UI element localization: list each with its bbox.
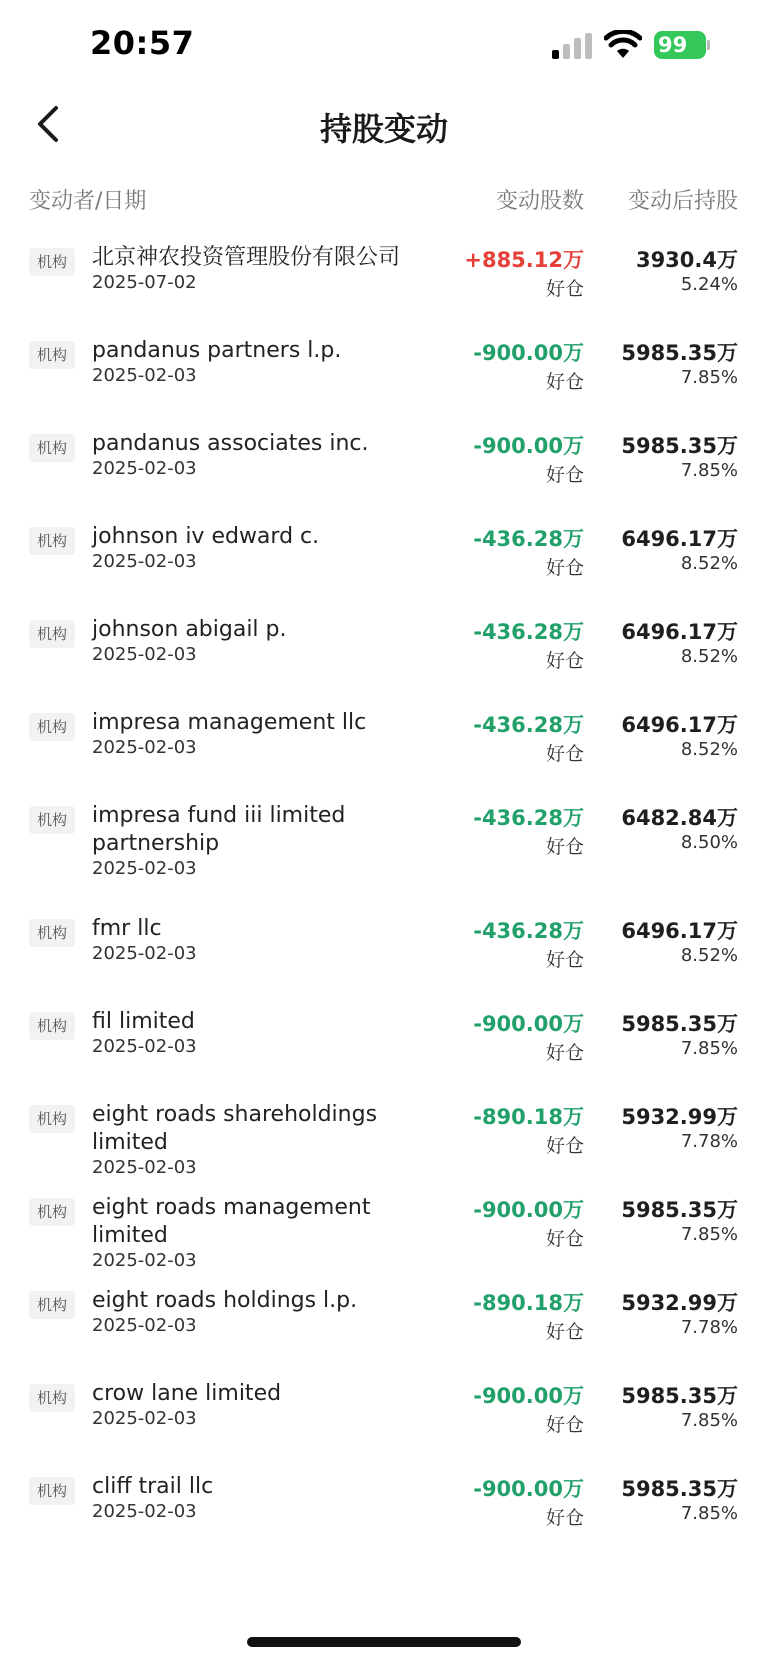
holder-name: cliff trail llc <box>92 1474 214 1499</box>
holder-type-badge: 机构 <box>29 1291 75 1319</box>
shares-after-change: 6496.17万 <box>621 527 738 551</box>
holder-type-badge: 机构 <box>29 1105 75 1133</box>
change-date: 2025-02-03 <box>92 1157 197 1178</box>
holder-type-badge: 机构 <box>29 1384 75 1412</box>
shares-after-change: 6496.17万 <box>621 919 738 943</box>
shares-after-change: 6482.84万 <box>621 806 738 830</box>
holder-type-badge: 机构 <box>29 434 75 462</box>
holder-type-badge: 机构 <box>29 527 75 555</box>
change-date: 2025-02-03 <box>92 644 197 665</box>
holder-name: eight roads management limited <box>92 1195 371 1248</box>
position-type: 好仓 <box>545 836 584 858</box>
change-date: 2025-02-03 <box>92 551 197 572</box>
cellular-signal-icon <box>552 33 594 59</box>
shares-after-change: 5985.35万 <box>621 434 738 458</box>
holder-name: eight roads shareholdings limited <box>92 1102 378 1155</box>
holding-ratio: 5.24% <box>680 274 738 295</box>
holding-ratio: 8.52% <box>680 553 738 574</box>
holder-name: pandanus associates inc. <box>92 431 369 456</box>
change-amount: -436.28万 <box>473 806 584 830</box>
table-row[interactable] <box>0 416 768 509</box>
holding-ratio: 7.85% <box>680 1038 738 1059</box>
change-amount: -900.00万 <box>473 1198 584 1222</box>
position-type: 好仓 <box>545 1414 584 1436</box>
position-type: 好仓 <box>545 557 584 579</box>
holder-type-badge: 机构 <box>29 1198 75 1226</box>
table-row[interactable] <box>0 509 768 602</box>
shares-after-change: 5985.35万 <box>621 1384 738 1408</box>
change-date: 2025-02-03 <box>92 1036 197 1057</box>
change-amount: -890.18万 <box>473 1105 584 1129</box>
change-date: 2025-02-03 <box>92 737 197 758</box>
table-row[interactable] <box>0 602 768 695</box>
change-date: 2025-02-03 <box>92 1501 197 1522</box>
shares-after-change: 5985.35万 <box>621 1477 738 1501</box>
table-row[interactable] <box>0 1459 768 1552</box>
shares-after-change: 5932.99万 <box>621 1105 738 1129</box>
table-row[interactable] <box>0 1366 768 1459</box>
home-indicator <box>247 1637 521 1647</box>
position-type: 好仓 <box>545 1507 584 1529</box>
holder-type-badge: 机构 <box>29 620 75 648</box>
position-type: 好仓 <box>545 1228 584 1250</box>
shares-after-change: 6496.17万 <box>621 620 738 644</box>
shares-after-change: 5985.35万 <box>621 341 738 365</box>
page-title: 持股变动 <box>319 110 448 148</box>
change-date: 2025-02-03 <box>92 943 197 964</box>
change-amount: -900.00万 <box>473 434 584 458</box>
holding-ratio: 7.85% <box>680 367 738 388</box>
change-amount: -900.00万 <box>473 1384 584 1408</box>
status-time: 20:57 <box>90 24 195 62</box>
shares-after-change: 5932.99万 <box>621 1291 738 1315</box>
holding-ratio: 7.78% <box>680 1131 738 1152</box>
change-amount: +885.12万 <box>464 248 584 272</box>
change-date: 2025-02-03 <box>92 458 197 479</box>
position-type: 好仓 <box>545 1042 584 1064</box>
holder-name: pandanus partners l.p. <box>92 338 342 363</box>
holder-type-badge: 机构 <box>29 806 75 834</box>
shares-after-change: 5985.35万 <box>621 1198 738 1222</box>
status-bar <box>0 0 768 92</box>
wifi-icon <box>604 30 642 60</box>
change-amount: -900.00万 <box>473 1477 584 1501</box>
position-type: 好仓 <box>545 1321 584 1343</box>
position-type: 好仓 <box>545 650 584 672</box>
table-row[interactable] <box>0 230 768 323</box>
position-type: 好仓 <box>545 743 584 765</box>
holder-name: crow lane limited <box>92 1381 282 1406</box>
change-amount: -900.00万 <box>473 1012 584 1036</box>
change-date: 2025-02-03 <box>92 1315 197 1336</box>
change-date: 2025-02-03 <box>92 365 197 386</box>
holder-name: impresa fund iii limited partnership <box>92 803 346 856</box>
column-header-after[interactable]: 变动后持股 <box>627 189 738 214</box>
holder-type-badge: 机构 <box>29 1477 75 1505</box>
change-amount: -436.28万 <box>473 527 584 551</box>
position-type: 好仓 <box>545 949 584 971</box>
position-type: 好仓 <box>545 1135 584 1157</box>
holder-name: eight roads holdings l.p. <box>92 1288 358 1313</box>
holding-ratio: 8.52% <box>680 945 738 966</box>
holder-name: impresa management llc <box>92 710 367 735</box>
battery-level: 99 <box>658 33 688 57</box>
holder-name: fmr llc <box>92 916 162 941</box>
holder-name: johnson abigail p. <box>92 617 287 642</box>
holding-ratio: 7.85% <box>680 1410 738 1431</box>
holder-name: 北京神农投资管理股份有限公司 <box>92 245 401 270</box>
holding-ratio: 8.50% <box>680 832 738 853</box>
table-row[interactable] <box>0 323 768 416</box>
table-row[interactable] <box>0 788 768 900</box>
table-row[interactable] <box>0 695 768 788</box>
table-row[interactable] <box>0 1273 768 1366</box>
position-type: 好仓 <box>545 371 584 393</box>
change-date: 2025-02-03 <box>92 1250 197 1271</box>
shares-after-change: 3930.4万 <box>635 248 738 272</box>
holding-ratio: 7.78% <box>680 1317 738 1338</box>
table-row[interactable] <box>0 901 768 994</box>
holder-type-badge: 机构 <box>29 341 75 369</box>
change-date: 2025-02-03 <box>92 858 197 879</box>
position-type: 好仓 <box>545 278 584 300</box>
change-amount: -436.28万 <box>473 713 584 737</box>
holder-name: johnson iv edward c. <box>92 524 320 549</box>
change-amount: -900.00万 <box>473 341 584 365</box>
holder-type-badge: 机构 <box>29 919 75 947</box>
holder-type-badge: 机构 <box>29 1012 75 1040</box>
table-row[interactable] <box>0 994 768 1087</box>
holder-name: fil limited <box>92 1009 195 1034</box>
change-amount: -890.18万 <box>473 1291 584 1315</box>
change-date: 2025-02-03 <box>92 1408 197 1429</box>
holder-type-badge: 机构 <box>29 248 75 276</box>
holding-ratio: 7.85% <box>680 460 738 481</box>
nav-bar <box>0 92 768 156</box>
change-amount: -436.28万 <box>473 919 584 943</box>
holding-ratio: 7.85% <box>680 1224 738 1245</box>
holding-ratio: 8.52% <box>680 646 738 667</box>
holder-type-badge: 机构 <box>29 713 75 741</box>
column-header-change[interactable]: 变动股数 <box>495 189 584 214</box>
column-header-holder: 变动者/日期 <box>29 189 147 214</box>
shares-after-change: 5985.35万 <box>621 1012 738 1036</box>
change-date: 2025-07-02 <box>92 272 197 293</box>
shares-after-change: 6496.17万 <box>621 713 738 737</box>
position-type: 好仓 <box>545 464 584 486</box>
holding-ratio: 7.85% <box>680 1503 738 1524</box>
battery-icon <box>654 31 710 59</box>
holding-ratio: 8.52% <box>680 739 738 760</box>
change-amount: -436.28万 <box>473 620 584 644</box>
